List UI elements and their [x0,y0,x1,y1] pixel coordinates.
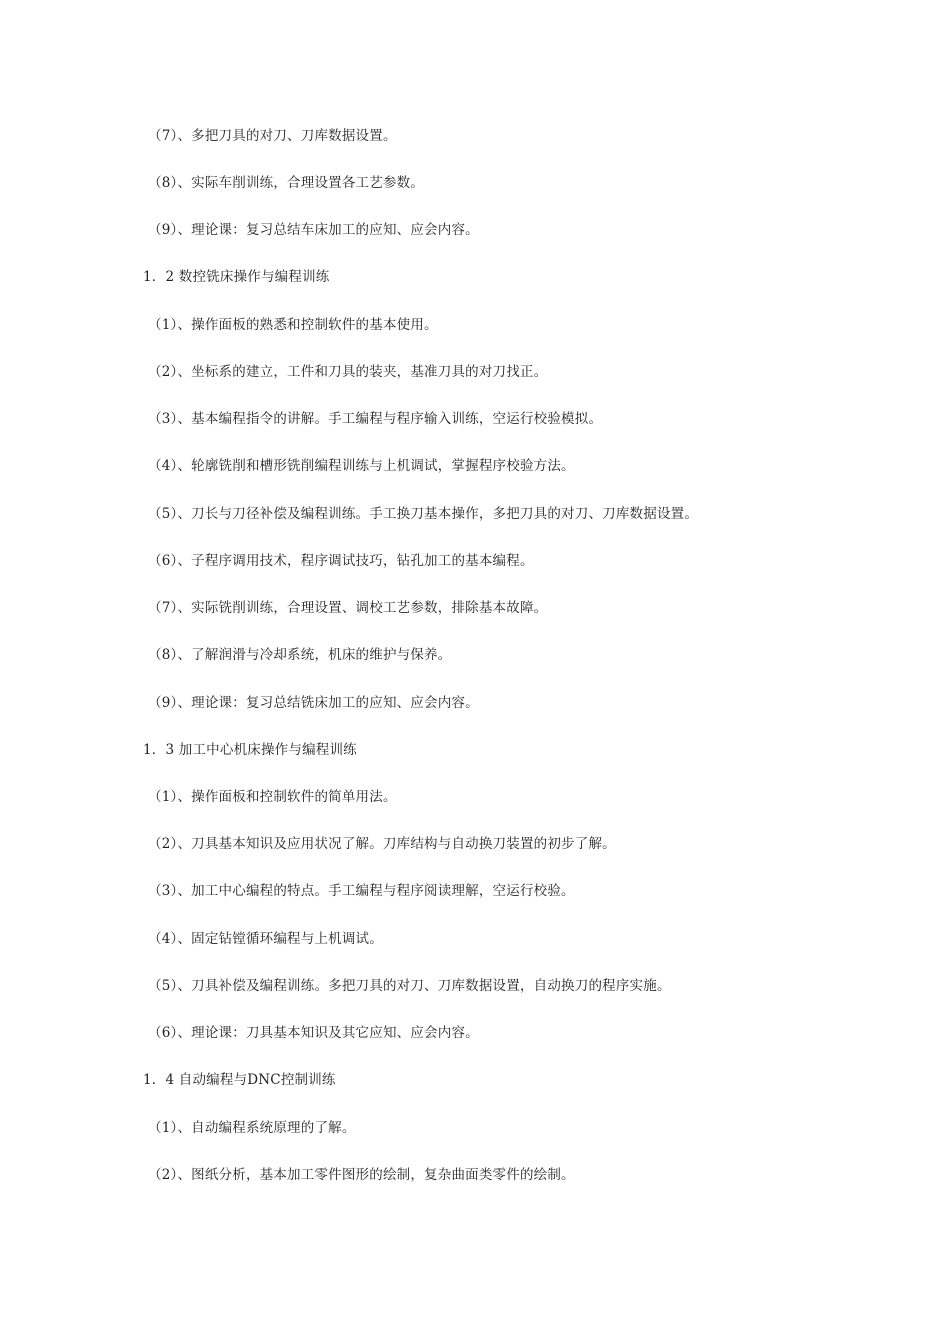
list-item: （6）、理论课：刀具基本知识及其它应知、应会内容。 [148,1025,479,1041]
list-item: （5）、刀具补偿及编程训练。多把刀具的对刀、刀库数据设置，自动换刀的程序实施。 [148,978,671,994]
list-item: （1）、自动编程系统原理的了解。 [148,1120,356,1136]
list-item: （8）、实际车削训练，合理设置各工艺参数。 [148,175,425,191]
section-heading: 1．3 加工中心机床操作与编程训练 [143,742,357,758]
list-item: （6）、子程序调用技术，程序调试技巧，钻孔加工的基本编程。 [148,553,534,569]
list-item: （7）、多把刀具的对刀、刀库数据设置。 [148,128,397,144]
list-item: （7）、实际铣削训练，合理设置、调校工艺参数，排除基本故障。 [148,600,548,616]
list-item: （5）、刀长与刀径补偿及编程训练。手工换刀基本操作，多把刀具的对刀、刀库数据设置。 [148,506,699,522]
list-item: （9）、理论课：复习总结车床加工的应知、应会内容。 [148,222,479,238]
list-item: （4）、固定钻镗循环编程与上机调试。 [148,931,383,947]
list-item: （4）、轮廓铣削和槽形铣削编程训练与上机调试，掌握程序校验方法。 [148,458,575,474]
section-heading: 1．4 自动编程与DNC控制训练 [143,1072,336,1088]
list-item: （3）、基本编程指令的讲解。手工编程与程序输入训练，空运行校验模拟。 [148,411,603,427]
list-item: （2）、图纸分析，基本加工零件图形的绘制，复杂曲面类零件的绘制。 [148,1167,575,1183]
list-item: （1）、操作面板的熟悉和控制软件的基本使用。 [148,317,438,333]
section-heading: 1．2 数控铣床操作与编程训练 [143,269,330,285]
list-item: （8）、了解润滑与冷却系统，机床的维护与保养。 [148,647,452,663]
list-item: （3）、加工中心编程的特点。手工编程与程序阅读理解，空运行校验。 [148,883,575,899]
list-item: （2）、刀具基本知识及应用状况了解。刀库结构与自动换刀装置的初步了解。 [148,836,616,852]
list-item: （1）、操作面板和控制软件的简单用法。 [148,789,397,805]
list-item: （2）、坐标系的建立，工件和刀具的装夹，基准刀具的对刀找正。 [148,364,548,380]
list-item: （9）、理论课：复习总结铣床加工的应知、应会内容。 [148,695,479,711]
